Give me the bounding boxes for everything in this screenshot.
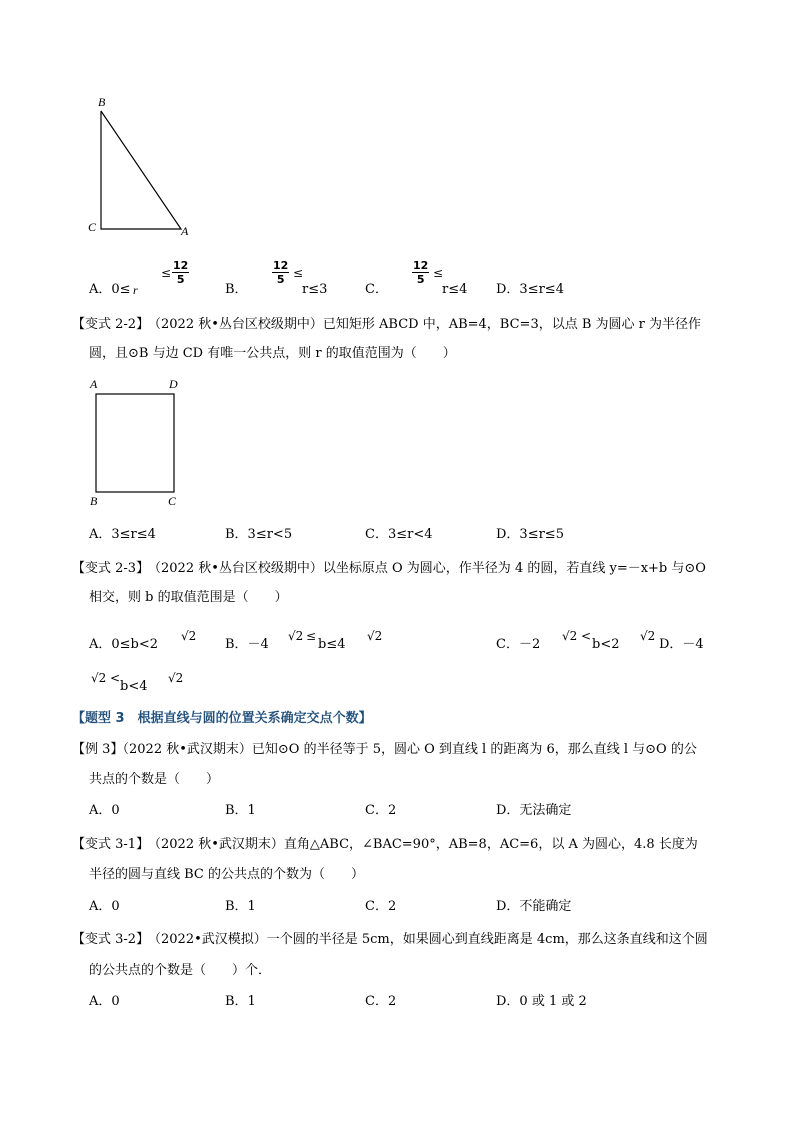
option-c-prefix: C． <box>365 282 388 297</box>
question-text-line2: 半径的圆与直线 BC 的公共点的个数为（ ） <box>89 867 365 882</box>
option-b: B．1 <box>225 994 256 1009</box>
fraction-denominator: 5 <box>176 273 185 286</box>
option-b: B．1 <box>225 803 256 818</box>
option-b: B．1 <box>225 899 256 914</box>
option-c: C．2 <box>365 803 397 818</box>
fraction-numerator: 12 <box>173 259 189 272</box>
question-text-line2: 圆，且⊙B 与边 CD 有唯一公共点，则 r 的取值范围为（ ） <box>89 346 456 361</box>
option-b-prefix: B． <box>225 282 248 297</box>
question-text-line2: 共点的个数是（ ） <box>89 772 220 787</box>
sqrt2-symbol: √2 <box>288 629 304 643</box>
option-b: B．3≤r<5 <box>225 527 293 542</box>
option-d: D．－4 <box>659 637 704 652</box>
section-heading: 【题型 3 根据直线与圆的位置关系确定交点个数】 <box>72 711 372 726</box>
option-a: A．0 <box>89 994 120 1009</box>
option-d: D．无法确定 <box>496 803 572 818</box>
option-c-rel: < <box>581 629 592 643</box>
option-d: D．不能确定 <box>496 899 572 914</box>
option-d: D．0 或 1 或 2 <box>496 994 587 1009</box>
option-a: A．0 <box>89 803 120 818</box>
option-a-prefix: A．0≤ <box>89 282 131 297</box>
option-c: C．2 <box>365 899 397 914</box>
question-tag: 【变式 3-1】 <box>72 837 150 852</box>
vertex-label-b: B <box>90 494 98 508</box>
vertex-label-a: A <box>90 377 98 391</box>
vertex-label-d: D <box>169 377 178 391</box>
fraction-numerator: 12 <box>413 259 429 272</box>
option-c-tail: r≤4 <box>442 282 468 297</box>
option-a: A．0 <box>89 899 120 914</box>
fraction-numerator: 12 <box>273 259 289 272</box>
question-text-line1: （2022 秋•武汉期末）已知⊙O 的半径等于 5，圆心 O 到直线 l 的距离为 6，那么直线 l 与⊙O 的公 <box>116 742 697 757</box>
question-text-line1: （2022 秋•丛台区校级期中）以坐标原点 O 为圆心，作半径为 4 的圆，若直线 y=－x+b 与⊙O <box>148 561 706 576</box>
option-a-rel: ≤ <box>161 266 172 280</box>
option-b-rel: ≤ <box>293 266 304 280</box>
option-d: D．3≤r≤5 <box>496 527 564 542</box>
sqrt2-symbol: √2 <box>640 629 656 643</box>
sqrt2-symbol: √2 <box>91 671 107 685</box>
option-c: C．－2 <box>496 637 541 652</box>
vertex-label-c: C <box>168 494 177 508</box>
question-tag: 【变式 2-3】 <box>72 561 150 576</box>
option-d-rel: < <box>110 671 121 685</box>
option-c-rel: ≤ <box>433 266 444 280</box>
question-text-line1: （2022 秋•武汉期末）直角△ABC，∠BAC=90°，AB=8，AC=6，以 A 为圆心，4.8 长度为 <box>148 837 698 852</box>
option-b: B．－4 <box>225 637 269 652</box>
vertex-label-b: B <box>98 95 106 109</box>
option-b-rel: ≤ <box>306 629 317 643</box>
option-c: C．2 <box>365 994 397 1009</box>
option-d-tail: b<4 <box>120 679 148 694</box>
option-b-tail: b≤4 <box>318 637 346 652</box>
question-tag: 【变式 3-2】 <box>72 932 150 947</box>
question-text-line1: （2022 秋•丛台区校级期中）已知矩形 ABCD 中，AB=4，BC=3，以点 B 为圆心 r 为半径作 <box>148 317 702 332</box>
fraction-denominator: 5 <box>276 273 285 286</box>
option-d: D．3≤r≤4 <box>496 282 564 297</box>
question-tag: 【例 3】 <box>72 742 124 757</box>
vertex-label-c: C <box>88 220 97 234</box>
vertex-label-a: A <box>181 224 189 238</box>
option-a: A．3≤r≤4 <box>89 527 156 542</box>
option-c-tail: b<2 <box>592 637 620 652</box>
sqrt2-symbol: √2 <box>367 629 383 643</box>
option-c: C．3≤r<4 <box>365 527 433 542</box>
sqrt2-symbol: √2 <box>168 671 184 685</box>
option-a: A．0≤b<2 <box>89 637 159 652</box>
sqrt2-symbol: √2 <box>562 629 578 643</box>
question-text-line2: 的公共点的个数是（ ）个． <box>89 963 272 978</box>
question-text-line1: （2022•武汉模拟）一个圆的半径是 5cm，如果圆心到直线距离是 4cm，那么这条直线和这个圆 <box>148 932 708 947</box>
question-tag: 【变式 2-2】 <box>72 317 150 332</box>
option-b-tail: r≤3 <box>302 282 328 297</box>
sqrt2-symbol: √2 <box>181 629 197 643</box>
fraction-denominator: 5 <box>416 273 425 286</box>
option-a-var: r <box>133 283 138 297</box>
question-text-line2: 相交，则 b 的取值范围是（ ） <box>89 590 288 605</box>
